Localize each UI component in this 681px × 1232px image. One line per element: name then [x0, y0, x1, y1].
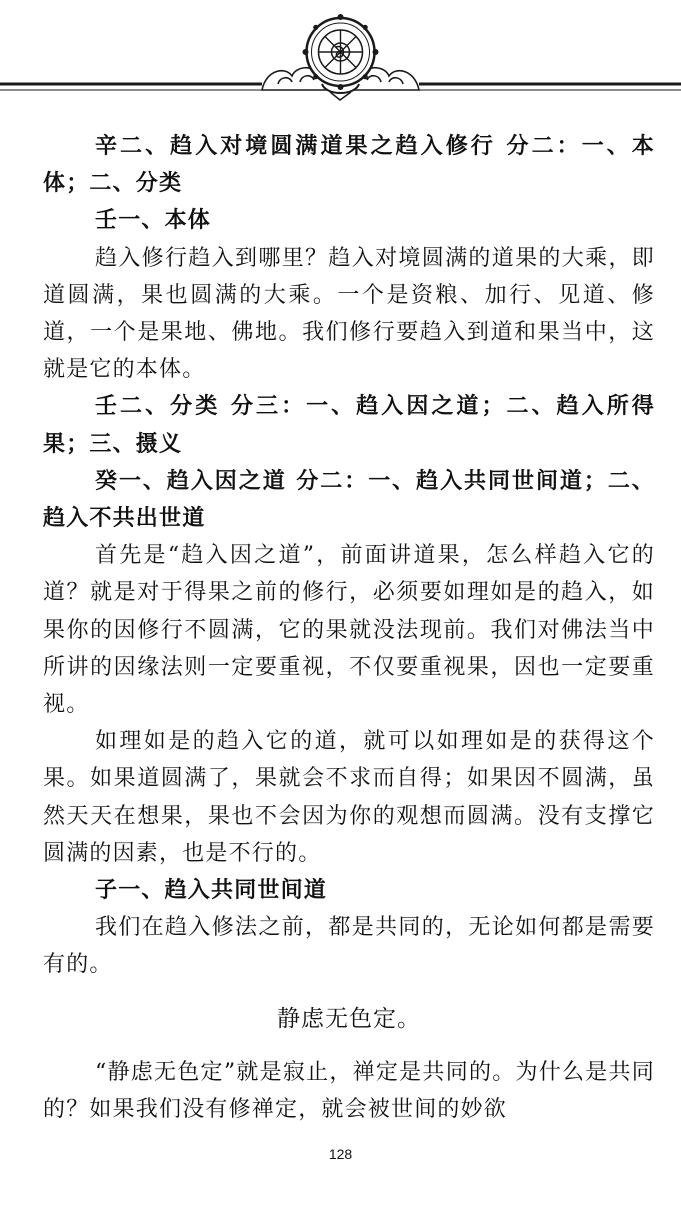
header-ornament — [0, 0, 681, 110]
heading-ren-er: 壬二、分类 分三：一、趋入因之道；二、趋入所得果；三、摄义 — [43, 393, 655, 457]
page-number: 128 — [328, 1146, 353, 1162]
page-body — [43, 128, 655, 1128]
heading-ren-yi: 壬一、本体 — [95, 207, 212, 234]
paragraph: 如理如是的趋入它的道，就可以如理如是的获得这个果。如果道圆满了，果就会不求而自得；如果因不圆满，虽然天天在想果，果也不会因为你的观想而圆满。没有支撑它圆满的因素，也是不行的。 — [43, 729, 655, 866]
heading-xin-er: 辛二、趋入对境圆满道果之趋入修行 分二：一、本体；二、分类 — [43, 133, 655, 197]
paragraph: 首先是“趋入因之道”，前面讲道果，怎么样趋入它的道？就是对于得果之前的修行，必须要如理如是的趋入，如果你的因修行不圆满，它的果就没法现前。我们对佛法当中所讲的因缘法则一定要重视，不仅要重视果，因也一定要重视。 — [43, 543, 655, 718]
heading-zi-yi: 子一、趋入共同世间道 — [95, 877, 328, 904]
paragraph: “静虑无色定”就是寂止，禅定是共同的。为什么是共同的？如果我们没有修禅定，就会被世间的妙欲 — [43, 1059, 655, 1122]
verse-line: 静虑无色定。 — [277, 1005, 421, 1032]
heading-gui-yi: 癸一、趋入因之道 分二：一、趋入共同世间道；二、趋入不共出世道 — [43, 467, 655, 532]
paragraph: 趋入修行趋入到哪里？趋入对境圆满的道果的大乘，即道圆满，果也圆满的大乘。一个是资粮、加行、见道、修道，一个是果地、佛地。我们修行要趋入到道和果当中，这就是它的本体。 — [43, 245, 655, 383]
paragraph: 我们在趋入修法之前，都是共同的，无论如何都是需要有的。 — [43, 915, 655, 978]
